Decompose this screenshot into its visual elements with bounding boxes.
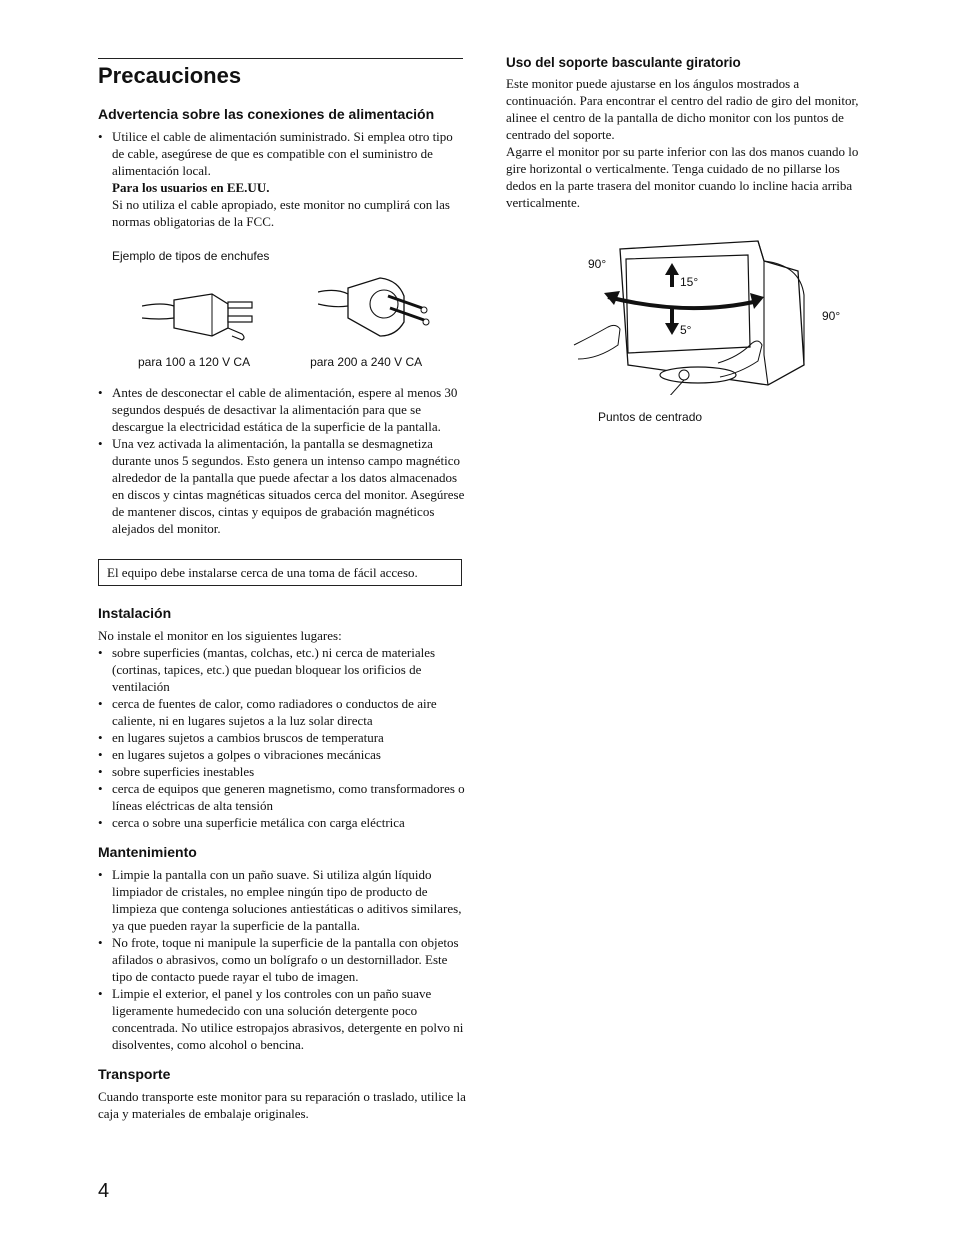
list-item: • sobre superficies inestables [98, 763, 466, 780]
list-item: • cerca de equipos que generen magnetismo, como transformadores o líneas eléctricas de alta tensión [98, 780, 466, 814]
page-title: Precauciones [98, 63, 242, 88]
list-item: • cerca de fuentes de calor, como radiadores o conductos de aire caliente, ni en lugares sujetos a la luz solar directa [98, 695, 466, 729]
tilt-down-label: 5° [680, 323, 692, 337]
maintenance-section [98, 843, 466, 1053]
list-item: • Limpie el exterior, el panel y los controles con un paño suave ligeramente humedecido con una solución detergente poco concentrada. No utilice estropajos abrasivos, detergente en polvo ni disolventes, como alcohol o bencina. [98, 985, 466, 1053]
install-list [98, 644, 466, 831]
eu-plug-icon [318, 274, 438, 344]
transport-heading: Transporte [98, 1066, 171, 1082]
install-intro: No instale el monitor en los siguientes lugares: [98, 628, 342, 643]
list-item: • Limpie la pantalla con un paño suave. Si utiliza algún líquido limpiador de cristales, no emplee ningún tipo de producto de limpieza que contenga soluciones antiestáticas o aditivos similares, ya que pueden rayar la superficie de la pantalla. [98, 866, 466, 934]
transport-section [98, 1065, 466, 1122]
usa-label: Para los usuarios en EE.UU. [112, 180, 270, 195]
maintenance-list [98, 866, 466, 1053]
maintenance-heading: Mantenimiento [98, 844, 197, 860]
plug-figure [98, 274, 466, 354]
install-heading: Instalación [98, 605, 172, 621]
us-plug-icon [142, 284, 262, 344]
page-number: 4 [98, 1180, 110, 1202]
list-item: • cerca o sobre una superficie metálica con carga eléctrica [98, 814, 466, 831]
list-item: • en lugares sujetos a cambios bruscos de temperatura [98, 729, 466, 746]
power-bullet-3: • Una vez activada la alimentación, la pantalla se desmagnetiza durante unos 5 segundos. Esto genera un intenso campo magnético alrededor de la pantalla que puede afectar a los datos almacenados en discos y cintas magnéticas situados cerca del monitor. Asegúrese de mantener discos, cintas y equipos de grabación magnéticos alejados del monitor. [98, 435, 466, 537]
plug-captions [98, 354, 466, 370]
plug-1-caption: para 100 a 120 V CA [138, 355, 251, 369]
tilt-up-label: 15° [680, 275, 699, 289]
centering-caption: Puntos de centrado [598, 410, 703, 424]
power-list-2 [98, 384, 466, 537]
plug-caption: Ejemplo de tipos de enchufes [112, 249, 270, 263]
power-heading: Advertencia sobre las conexiones de alimentación [98, 106, 435, 122]
stand-paragraph-1: Este monitor puede ajustarse en los ángulos mostrados a continuación. Para encontrar el centro del radio de giro del monitor, alinee el centro de la pantalla de dicho monitor con los puntos de centrado del soporte. [506, 76, 859, 142]
monitor-figure [568, 235, 868, 395]
notice-box: El equipo debe instalarse cerca de una toma de fácil acceso. [98, 559, 462, 586]
list-item: • No frote, toque ni manipule la superficie de la pantalla con objetos afilados o abrasivos, como un bolígrafo o un destornillador. Este tipo de contacto puede rayar el tubo de imagen. [98, 934, 466, 985]
top-rule [98, 58, 463, 59]
list-item: • en lugares sujetos a golpes o vibraciones mecánicas [98, 746, 466, 763]
power-bullet-2: • Antes de desconectar el cable de alimentación, espere al menos 30 segundos después de desactivar la alimentación para que se descargue la electricidad estática de la superficie de la pantalla. [98, 384, 466, 435]
plug-2-caption: para 200 a 240 V CA [310, 355, 423, 369]
left-column [98, 58, 466, 1122]
power-list [98, 128, 466, 179]
angle-right-label: 90° [822, 309, 841, 323]
right-column [506, 54, 871, 425]
list-item: • sobre superficies (mantas, colchas, etc.) ni cerca de materiales (cortinas, tapices, etc.) que puedan bloquear los orificios de ventilación [98, 644, 466, 695]
transport-text: Cuando transporte este monitor para su reparación o traslado, utilice la caja y materiales de embalaje originales. [98, 1089, 466, 1121]
angle-left-label: 90° [588, 257, 607, 271]
usa-text: Si no utiliza el cable apropiado, este monitor no cumplirá con las normas obligatorias de la FCC. [112, 197, 450, 229]
stand-heading: Uso del soporte basculante giratorio [506, 55, 741, 70]
power-bullet-1: • Utilice el cable de alimentación suministrado. Si emplea otro tipo de cable, asegúrese de que es compatible con el suministro de alimentación local. [98, 128, 466, 179]
stand-paragraph-2: Agarre el monitor por su parte inferior con las dos manos cuando lo gire horizontal o verticalmente. Tenga cuidado de no pillarse los dedos en la parte trasera del monitor cuando lo incline hacia arriba verticalmente. [506, 144, 859, 210]
